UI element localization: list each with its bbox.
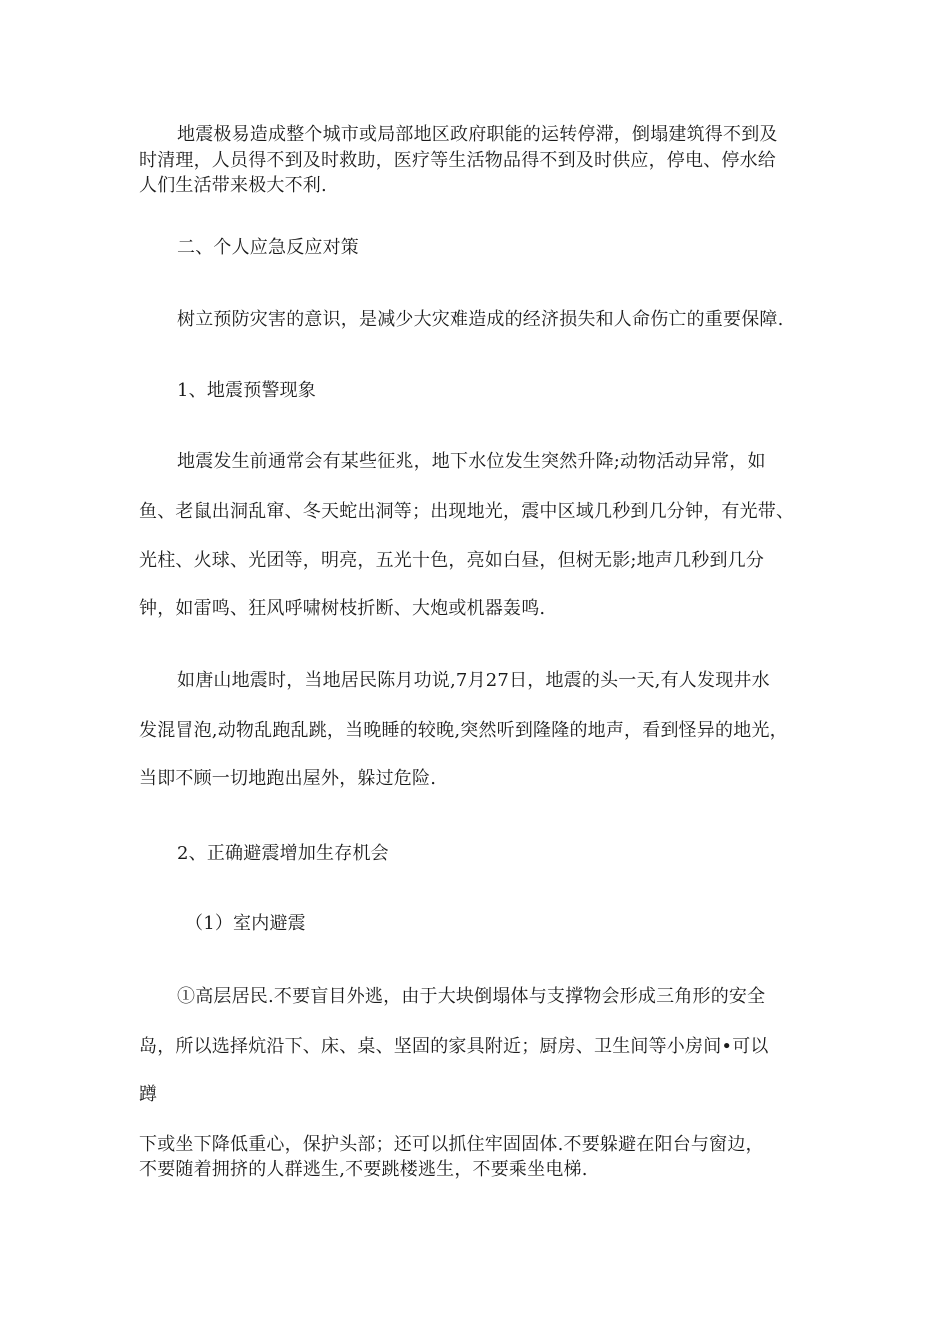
paragraph-4-line-2: 发混冒泡,动物乱跑乱跳，当晚睡的较晚,突然听到隆隆的地声，看到怪异的地光， [139, 720, 788, 741]
paragraph-1-line-3: 人们生活带来极大不利. [139, 175, 327, 196]
paragraph-2: 树立预防灾害的意识，是减少大灾难造成的经济损失和人命伤亡的重要保障. [177, 309, 784, 330]
paragraph-5-line-3: 蹲 [139, 1084, 158, 1105]
paragraph-1-line-2: 时清理，人员得不到及时救助，医疗等生活物品得不到及时供应，停电、停水给 [139, 150, 776, 171]
subheading-2-1: （1）室内避震 [185, 913, 306, 934]
paragraph-4-line-1: 如唐山地震时，当地居民陈月功说,7月27日，地震的头一天,有人发现井水 [177, 670, 770, 691]
paragraph-5-line-2: 岛，所以选择炕沿下、床、桌、坚固的家具附近；厨房、卫生间等小房间•可以 [139, 1036, 769, 1057]
paragraph-1-line-1: 地震极易造成整个城市或局部地区政府职能的运转停滞，倒塌建筑得不到及 [177, 124, 778, 145]
section-heading-2: 二、个人应急反应对策 [177, 237, 359, 258]
subheading-2: 2、正确避震增加生存机会 [177, 843, 389, 864]
paragraph-4-line-3: 当即不顾一切地跑出屋外，躲过危险. [139, 768, 437, 789]
paragraph-3-line-3: 光柱、火球、光团等，明亮，五光十色，亮如白昼，但树无影;地声几秒到几分 [139, 550, 765, 571]
paragraph-3-line-4: 钟，如雷鸣、狂风呼啸树枝折断、大炮或机器轰鸣. [139, 598, 546, 619]
paragraph-6-line-1: 下或坐下降低重心，保护头部；还可以抓住牢固固体.不要躲避在阳台与窗边， [139, 1134, 764, 1155]
paragraph-3-line-1: 地震发生前通常会有某些征兆，地下水位发生突然升降;动物活动异常，如 [177, 451, 766, 472]
paragraph-3-line-2: 鱼、老鼠出洞乱窜、冬天蛇出洞等；出现地光，震中区域几秒到几分钟，有光带、 [139, 501, 795, 522]
paragraph-6-line-2: 不要随着拥挤的人群逃生,不要跳楼逃生，不要乘坐电梯. [139, 1159, 588, 1180]
subheading-1: 1、地震预警现象 [177, 380, 317, 401]
paragraph-5-line-1: ①高层居民.不要盲目外逃，由于大块倒塌体与支撑物会形成三角形的安全 [177, 986, 766, 1007]
